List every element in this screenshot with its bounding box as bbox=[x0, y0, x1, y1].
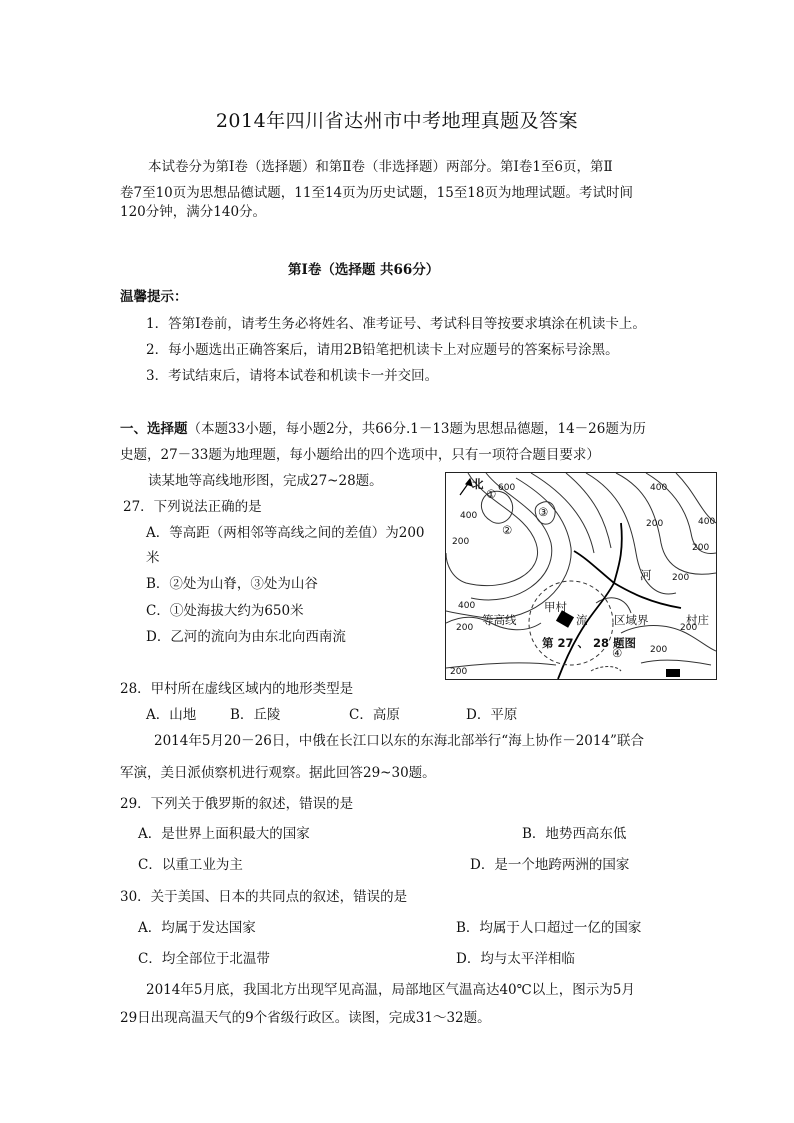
marker-1: ① bbox=[486, 487, 497, 501]
context2-line-2: 军演，美日派侦察机进行观察。据此回答29~30题。 bbox=[120, 765, 436, 781]
map-intro: 读某地等高线地形图，完成27~28题。 bbox=[148, 473, 383, 489]
legend-village: 村庄 bbox=[686, 613, 709, 627]
contour-label-200-a: 200 bbox=[452, 537, 470, 547]
marker-4: ④ bbox=[612, 646, 623, 660]
q28-stem: 28．甲村所在虚线区域内的地形类型是 bbox=[120, 681, 354, 697]
q28-option-d: D．平原 bbox=[466, 707, 518, 723]
contour-label-200-d: 200 bbox=[672, 573, 690, 583]
river-label: 河 bbox=[640, 568, 652, 582]
q29-option-a: A．是世界上面积最大的国家 bbox=[138, 826, 310, 842]
contour-label-600: 600 bbox=[498, 483, 516, 493]
q27-stem: 27．下列说法正确的是 bbox=[123, 499, 262, 515]
intro-line-3: 120分钟，满分140分。 bbox=[120, 204, 267, 220]
contour-label-400-b: 400 bbox=[650, 483, 668, 493]
contour-label-200-h: 200 bbox=[680, 623, 698, 633]
part-one-line-1 bbox=[120, 417, 646, 437]
tips-title: 温馨提示： bbox=[120, 289, 188, 305]
contour-label-200-e: 200 bbox=[456, 623, 474, 633]
tip-3: 3．考试结束后，请将本试卷和机读卡一并交回。 bbox=[146, 368, 439, 384]
section-title: 第Ⅰ卷（选择题 共66分） bbox=[288, 262, 440, 278]
tip-1: 1．答第Ⅰ卷前，请考生务必将姓名、准考证号、考试科目等按要求填涂在机读卡上。 bbox=[146, 316, 646, 332]
part-one-line-2: 史题，27－33题为地理题，每小题给出的四个选项中，只有一项符合题目要求） bbox=[120, 447, 600, 463]
q27-option-a: A．等高距（两相邻等高线之间的差值）为200 bbox=[146, 525, 425, 541]
contour-label-200-f: 200 bbox=[450, 667, 468, 677]
q30-option-a: A．均属于发达国家 bbox=[138, 920, 256, 936]
contour-label-400-c: 400 bbox=[698, 517, 716, 527]
q29-stem: 29．下列关于俄罗斯的叙述，错误的是 bbox=[120, 796, 354, 812]
q30-option-c: C．均全部位于北温带 bbox=[138, 951, 270, 967]
q27-option-c: C．①处海拔大约为650米 bbox=[146, 603, 304, 619]
part-one-label: 一、选择题 bbox=[120, 421, 188, 437]
contour-label-400-d: 400 bbox=[458, 601, 476, 611]
q27-option-a-cont: 米 bbox=[146, 550, 160, 566]
legend-contour: 等高线 bbox=[482, 613, 517, 627]
q29-option-c: C．以重工业为主 bbox=[138, 857, 243, 873]
q28-option-c: C．高原 bbox=[349, 707, 400, 723]
q29-option-b: B．地势西高东低 bbox=[522, 826, 627, 842]
intro-line-1: 本试卷分为第Ⅰ卷（选择题）和第Ⅱ卷（非选择题）两部分。第Ⅰ卷1至6页，第Ⅱ bbox=[148, 159, 613, 175]
contour-label-400-a: 400 bbox=[460, 511, 478, 521]
context3-line-2: 29日出现高温天气的9个省级行政区。读图，完成31～32题。 bbox=[120, 1010, 491, 1026]
q27-option-b: B．②处为山脊，③处为山谷 bbox=[146, 576, 318, 592]
q30-option-d: D．均与太平洋相临 bbox=[456, 951, 575, 967]
contour-label-200-b: 200 bbox=[646, 519, 664, 529]
q27-option-d: D．乙河的流向为由东北向西南流 bbox=[146, 629, 346, 645]
q28-option-a: A．山地 bbox=[146, 707, 197, 723]
q29-option-d: D．是一个地跨两洲的国家 bbox=[470, 857, 630, 873]
context3-line-1: 2014年5月底，我国北方出现罕见高温，局部地区气温高达40℃以上，图示为5月 bbox=[146, 982, 635, 998]
tip-2: 2．每小题选出正确答案后，请用2B铅笔把机读卡上对应题号的答案标号涂黑。 bbox=[146, 342, 619, 358]
part-one-rules: （本题33小题，每小题2分，共66分.1－13题为思想品德题，14－26题为历 bbox=[187, 421, 646, 437]
legend-boundary: 区域界 bbox=[614, 613, 649, 627]
contour-label-200-c: 200 bbox=[692, 543, 710, 553]
intro-line-2: 卷7至10页为思想品德试题，11至14页为历史试题，15至18页为地理试题。考试时间 bbox=[120, 185, 633, 201]
q28-option-b: B．丘陵 bbox=[230, 707, 281, 723]
context2-line-1: 2014年5月20－26日，中俄在长江口以东的东海北部举行“海上协作－2014”联合 bbox=[154, 733, 644, 749]
marker-3: ③ bbox=[538, 505, 549, 519]
legend-river: 流 bbox=[576, 613, 588, 627]
map-caption: 第 27 、 28 题图 bbox=[542, 636, 637, 650]
marker-2: ② bbox=[502, 523, 513, 537]
north-label: 北 bbox=[472, 477, 484, 491]
page-title: 2014年四川省达州市中考地理真题及答案 bbox=[215, 110, 579, 132]
village-label: 甲村 bbox=[544, 600, 567, 614]
contour-label-200-g: 200 bbox=[650, 645, 668, 655]
q30-stem: 30．关于美国、日本的共同点的叙述，错误的是 bbox=[120, 889, 408, 905]
q30-option-b: B．均属于人口超过一亿的国家 bbox=[456, 920, 642, 936]
contour-map bbox=[445, 472, 717, 680]
